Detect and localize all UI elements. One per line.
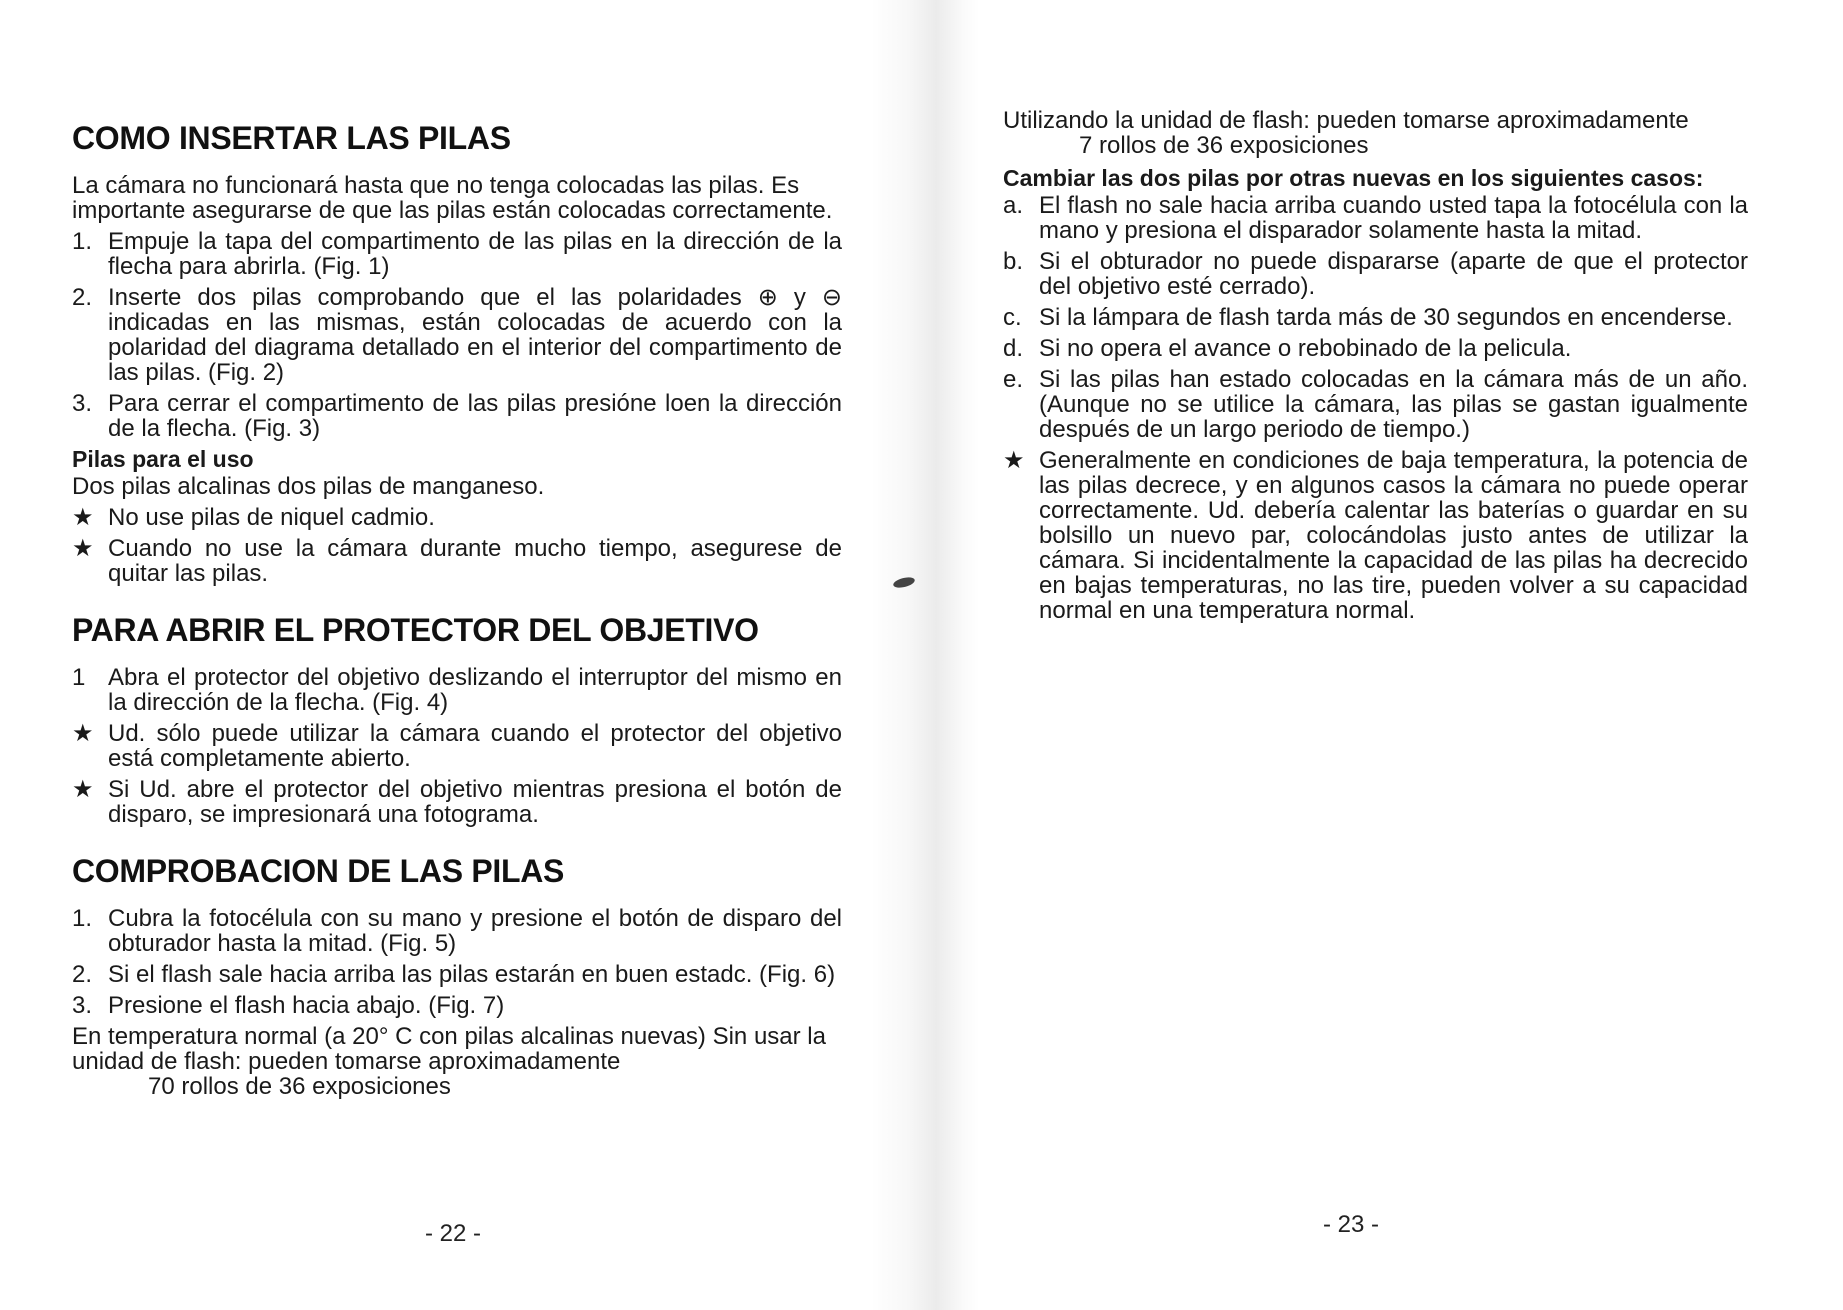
item-marker: d. (1003, 335, 1024, 362)
list-item (72, 536, 842, 586)
item-text: Si Ud. abre el protector del objetivo mientras presiona el botón de disparo, se impresionará una fotograma. (108, 776, 842, 828)
list-item (1003, 448, 1748, 623)
list-item (72, 962, 842, 987)
section-open-lens-cover (72, 612, 842, 827)
item-marker: 2. (72, 961, 93, 988)
flash-capacity-value: 7 rollos de 36 exposiciones (1079, 132, 1369, 159)
list-item (72, 229, 842, 279)
item-text: Si las pilas han estado colocadas en la cámara más de un año. (Aunque no se utilice la cámara, las pilas se gastan igualmente después de un largo periodo de tiempo.) (1039, 366, 1748, 443)
item-marker: b. (1003, 248, 1024, 275)
steps-list (72, 229, 842, 441)
item-text: Ud. sólo puede utilizar la cámara cuando el protector del objetivo está completamente abierto. (108, 720, 842, 772)
item-marker: e. (1003, 366, 1024, 393)
item-marker: 3. (72, 992, 93, 1019)
list-item (72, 505, 842, 530)
item-text: Inserte dos pilas comprobando que el las polaridades ⊕ y ⊖ indicadas en las mismas, están colocadas de acuerdo con la polaridad del diagrama detallado en el interior del compartimento de las pilas. (Fig. 2) (108, 284, 842, 386)
list-item (1003, 305, 1748, 330)
flash-capacity-paragraph: Utilizando la unidad de flash: pueden tomarse aproximadamente (1003, 107, 1689, 134)
page-number: - 23 - (1323, 1211, 1380, 1238)
capacity-paragraph: En temperatura normal (a 20° C con pilas alcalinas nuevas) Sin usar la unidad de flash: pueden tomarse aproximadamente (72, 1023, 826, 1075)
item-text: Cuando no use la cámara durante mucho tiempo, asegurese de quitar las pilas. (108, 535, 842, 587)
item-marker: a. (1003, 192, 1024, 219)
star-marker: ★ (72, 776, 94, 803)
page-22 (72, 120, 842, 1125)
list-item (72, 665, 842, 715)
item-marker: 2. (72, 284, 93, 311)
item-text: Si el flash sale hacia arriba las pilas estarán en buen estadc. (Fig. 6) (108, 961, 836, 988)
item-text: Cubra la fotocélula con su mano y presione el botón de disparo del obturador hasta la mitad. (Fig. 5) (108, 905, 842, 957)
list-item (72, 906, 842, 956)
items-list (72, 665, 842, 827)
item-text: Si la lámpara de flash tarda más de 30 segundos en encenderse. (1039, 304, 1733, 331)
item-text: Para cerrar el compartimento de las pilas presióne loen la dirección de la flecha. (Fig. 3) (108, 390, 842, 442)
star-marker: ★ (72, 720, 94, 747)
item-text: Abra el protector del objetivo deslizando el interruptor del mismo en la dirección de la flecha. (Fig. 4) (108, 664, 842, 716)
cases-list (1003, 193, 1748, 623)
item-marker: c. (1003, 304, 1022, 331)
list-item (72, 777, 842, 827)
item-text: Si el obturador no puede dispararse (aparte de que el protector del objetivo esté cerrado). (1039, 248, 1748, 300)
page-23 (1003, 108, 1748, 629)
intro-paragraph: La cámara no funcionará hasta que no tenga colocadas las pilas. Es importante asegurarse de que las pilas están colocadas correctamente. (72, 172, 833, 224)
list-item (1003, 336, 1748, 361)
list-item (72, 721, 842, 771)
section-heading: COMO INSERTAR LAS PILAS (72, 120, 511, 156)
item-marker: 1. (72, 905, 93, 932)
list-item (1003, 249, 1748, 299)
item-text: Generalmente en condiciones de baja temperatura, la potencia de las pilas decrece, y en algunos casos la cámara no puede operar correctamente. Ud. debería calentar las baterías o guardar en su bolsillo un nuevo par, colocándolas justo antes de utilizar la cámara. Si incidentalmente la capacidad de las pilas ha decrecido en bajas temperaturas, no las tire, pueden volver a su capacidad normal en una temperatura normal. (1039, 447, 1748, 624)
list-item (1003, 193, 1748, 243)
section-heading: COMPROBACION DE LAS PILAS (72, 853, 565, 889)
item-text: No use pilas de niquel cadmio. (108, 504, 435, 531)
item-text: Si no opera el avance o rebobinado de la pelicula. (1039, 335, 1572, 362)
section-check-batteries (72, 853, 842, 1099)
star-marker: ★ (72, 504, 94, 531)
section-insert-batteries (72, 120, 842, 586)
sub-paragraph: Dos pilas alcalinas dos pilas de manganeso. (72, 473, 545, 500)
list-item (72, 391, 842, 441)
item-marker: 3. (72, 390, 93, 417)
list-item (1003, 367, 1748, 442)
section-heading: PARA ABRIR EL PROTECTOR DEL OBJETIVO (72, 612, 759, 648)
item-text: El flash no sale hacia arriba cuando usted tapa la fotocélula con la mano y presiona el disparador solamente hasta la mitad. (1039, 192, 1748, 244)
item-text: Presione el flash hacia abajo. (Fig. 7) (108, 992, 505, 1019)
subheading: Pilas para el uso (72, 446, 254, 472)
list-item (72, 993, 842, 1018)
notes-list (72, 505, 842, 586)
subheading: Cambiar las dos pilas por otras nuevas en los siguientes casos: (1003, 165, 1704, 191)
book-gutter-shadow (870, 0, 980, 1310)
star-marker: ★ (72, 535, 94, 562)
page-number: - 22 - (425, 1220, 482, 1247)
capacity-value: 70 rollos de 36 exposiciones (148, 1073, 451, 1100)
steps-list (72, 906, 842, 1018)
item-text: Empuje la tapa del compartimento de las pilas en la dirección de la flecha para abrirla. (Fig. 1) (108, 228, 842, 280)
item-marker: 1 (72, 664, 86, 691)
star-marker: ★ (1003, 447, 1025, 474)
list-item (72, 285, 842, 385)
item-marker: 1. (72, 228, 93, 255)
